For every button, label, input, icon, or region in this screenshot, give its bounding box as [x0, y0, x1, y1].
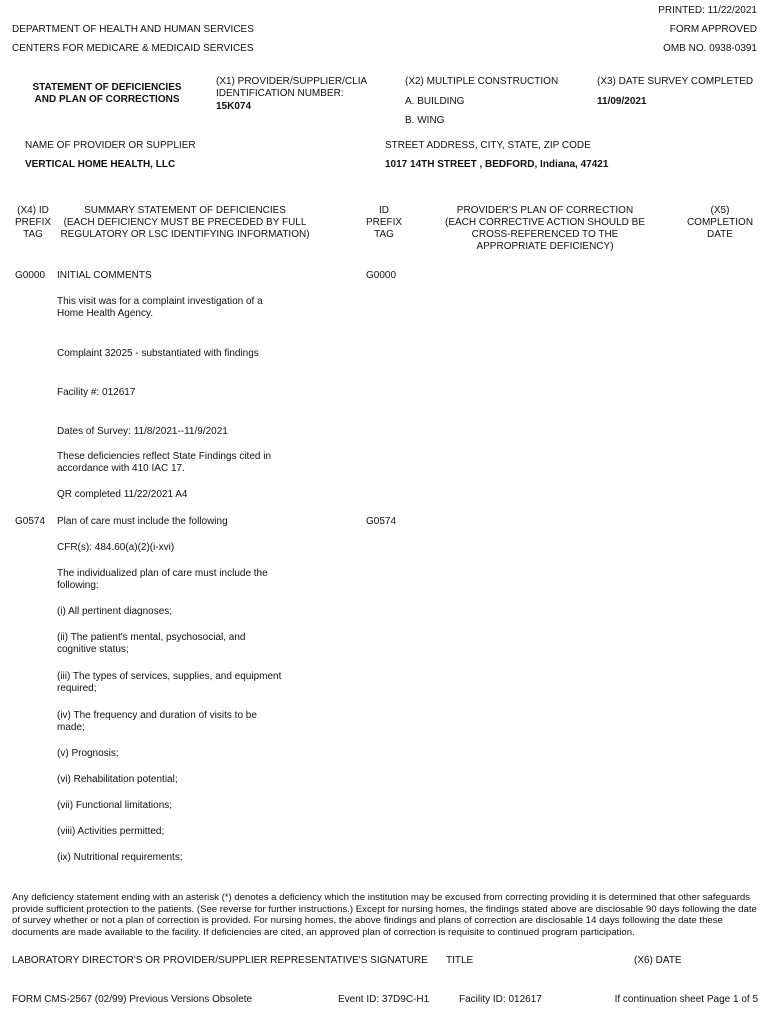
provider-value: VERTICAL HOME HEALTH, LLC: [25, 159, 176, 170]
x1-label-line1: (X1) PROVIDER/SUPPLIER/CLIA: [216, 76, 368, 87]
col-x4-line1: (X4) ID: [17, 205, 49, 216]
col-id-line1: ID: [379, 205, 389, 216]
x1-label-line2: IDENTIFICATION NUMBER:: [216, 88, 344, 99]
g0574-intro: The individualized plan of care must include the following:: [57, 568, 268, 591]
g0574-cfr: CFR(s): 484.60(a)(2)(i-xvi): [57, 542, 175, 553]
tag-g0574: G0574: [15, 516, 46, 527]
col-plan-line2: (EACH CORRECTIVE ACTION SHOULD BE: [444, 217, 646, 228]
page-continuation: If continuation sheet Page 1 of 5: [614, 994, 758, 1005]
department-name: DEPARTMENT OF HEALTH AND HUMAN SERVICES: [12, 24, 254, 35]
address-label: STREET ADDRESS, CITY, STATE, ZIP CODE: [385, 140, 591, 151]
x6-date-label: (X6) DATE: [634, 955, 682, 966]
g0574-item: (vi) Rehabilitation potential;: [57, 774, 178, 785]
event-id: Event ID: 37D9C-H1: [338, 994, 430, 1005]
col-plan-line3: CROSS-REFERENCED TO THE: [471, 229, 619, 240]
col-plan-line1: PROVIDER'S PLAN OF CORRECTION: [456, 205, 634, 216]
x2-building: A. BUILDING: [405, 96, 465, 107]
address-value: 1017 14TH STREET , BEDFORD, Indiana, 47421: [385, 159, 609, 170]
printed-date: PRINTED: 11/22/2021: [658, 5, 757, 16]
omb-number: OMB NO. 0938-0391: [663, 43, 757, 54]
id-tag-g0574: G0574: [366, 516, 397, 527]
g0000-paragraph: QR completed 11/22/2021 A4: [57, 489, 188, 500]
col-id-line2: PREFIX: [365, 217, 403, 228]
form-approved: FORM APPROVED: [669, 24, 757, 35]
g0574-title: Plan of care must include the following: [57, 516, 228, 527]
x3-value: 11/09/2021: [597, 96, 647, 107]
x2-label: (X2) MULTIPLE CONSTRUCTION: [405, 76, 559, 87]
g0574-item: (iv) The frequency and duration of visits to be made;: [57, 710, 257, 733]
g0574-item: (ii) The patient's mental, psychosocial, and cognitive status;: [57, 632, 246, 655]
g0000-paragraph: Facility #: 012617: [57, 387, 136, 398]
x1-value: 15K074: [216, 101, 252, 112]
col-summary-line2: (EACH DEFICIENCY MUST BE PRECEDED BY FULL: [63, 217, 307, 228]
col-x5-line2: COMPLETION: [686, 217, 754, 228]
id-tag-g0000: G0000: [366, 270, 397, 281]
title-label: TITLE: [446, 955, 474, 966]
x3-label: (X3) DATE SURVEY COMPLETED: [597, 76, 754, 87]
signature-label: LABORATORY DIRECTOR'S OR PROVIDER/SUPPLIER REPRESENTATIVE'S SIGNATURE: [12, 955, 428, 966]
col-x5-line3: DATE: [707, 229, 733, 240]
col-x4-line2: PREFIX: [14, 217, 52, 228]
col-x5-line1: (X5): [710, 205, 730, 216]
col-summary-line1: SUMMARY STATEMENT OF DEFICIENCIES: [84, 205, 286, 216]
g0000-paragraph: Dates of Survey: 11/8/2021--11/9/2021: [57, 426, 228, 437]
g0574-item: (iii) The types of services, supplies, and equipment required;: [57, 671, 282, 694]
col-plan-line4: APPROPRIATE DEFICIENCY): [476, 241, 614, 252]
statement-title-line2: AND PLAN OF CORRECTIONS: [34, 94, 180, 105]
facility-id: Facility ID: 012617: [459, 994, 542, 1005]
col-id-line3: TAG: [374, 229, 394, 240]
g0000-paragraph: These deficiencies reflect State Findings cited in accordance with 410 IAC 17.: [57, 451, 271, 474]
g0574-item: (ix) Nutritional requirements;: [57, 852, 183, 863]
g0574-item: (vii) Functional limitations;: [57, 800, 173, 811]
g0574-item: (viii) Activities permitted;: [57, 826, 165, 837]
col-x4-line3: TAG: [23, 229, 43, 240]
x2-wing: B. WING: [405, 115, 445, 126]
g0574-item: (i) All pertinent diagnoses;: [57, 606, 173, 617]
g0000-paragraph: Complaint 32025 - substantiated with findings: [57, 348, 259, 359]
g0574-item: (v) Prognosis;: [57, 748, 119, 759]
disclaimer: Any deficiency statement ending with an asterisk (*) denotes a deficiency which the institution may be excused from correcting providing it is determined that other safeguards provide sufficient protection to the patients. (See reverse for further instructions.) Except for nursing homes, the findings stated above are disclosable 90 days following the date of survey whether or not a plan of correction is provided. For nursing homes, the above findings and plans of correction are disclosable 14 days following the date these documents are made available to the facility. If deficiencies are cited, an approved plan of correction is requisite to continued program participation.: [12, 892, 757, 938]
centers-name: CENTERS FOR MEDICARE & MEDICAID SERVICES: [12, 43, 254, 54]
g0000-paragraph: This visit was for a complaint investigation of a Home Health Agency.: [57, 296, 263, 319]
g0000-title: INITIAL COMMENTS: [57, 270, 152, 281]
statement-title-line1: STATEMENT OF DEFICIENCIES: [32, 82, 182, 93]
tag-g0000: G0000: [15, 270, 46, 281]
provider-label: NAME OF PROVIDER OR SUPPLIER: [25, 140, 196, 151]
form-number: FORM CMS-2567 (02/99) Previous Versions Obsolete: [12, 994, 253, 1005]
col-summary-line3: REGULATORY OR LSC IDENTIFYING INFORMATION): [60, 229, 310, 240]
